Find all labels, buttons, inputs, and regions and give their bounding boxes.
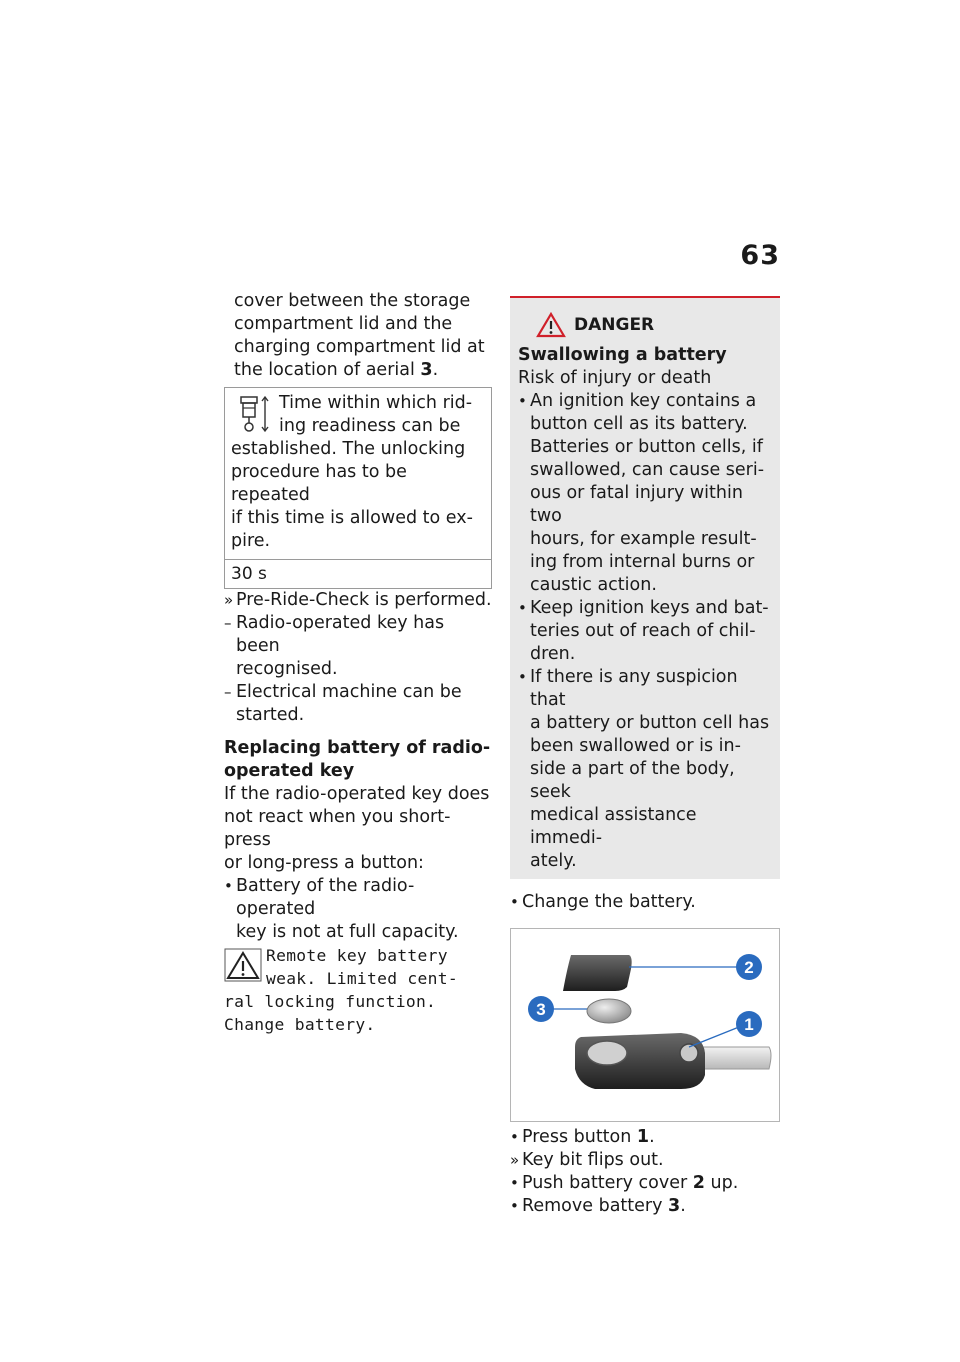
step-ref: 3	[668, 1196, 681, 1216]
result-text: Pre-Ride-Check is performed.	[236, 590, 492, 610]
callout-line-1	[689, 1027, 739, 1047]
callout-1-label: 1	[744, 1015, 754, 1034]
danger-line: hours, for example result-	[530, 529, 757, 549]
step-ref: 1	[636, 1127, 650, 1147]
bullet-line: key is not at full capacity.	[236, 922, 459, 942]
step-marker: »	[510, 1151, 520, 1169]
danger-line: Keep ignition keys and bat-	[530, 598, 769, 618]
intro-end: .	[432, 360, 439, 380]
steps-list	[510, 1126, 780, 1218]
info-line: established. The unlocking	[231, 439, 466, 459]
dash-line: Radio-operated key has been	[236, 613, 445, 656]
danger-line: ately.	[530, 851, 577, 871]
danger-line: button cell as its battery.	[530, 414, 748, 434]
step-label: Remove battery	[522, 1196, 669, 1216]
intro-line: charging compartment lid at	[234, 337, 485, 357]
step-item	[510, 1149, 780, 1172]
danger-bullet	[518, 597, 772, 666]
step-text	[522, 1149, 780, 1172]
info-box	[224, 387, 492, 589]
section-heading	[224, 737, 492, 783]
info-line: if this time is allowed to ex-	[231, 508, 473, 528]
dash-text	[236, 612, 492, 681]
key-battery-illustration	[511, 929, 779, 1121]
danger-line: side a part of the body, seek	[530, 759, 735, 802]
step-ref: 2	[692, 1173, 705, 1193]
info-line: procedure has to be repeated	[231, 462, 407, 505]
warning-triangle-icon	[224, 948, 262, 982]
danger-bullet-text	[530, 597, 772, 666]
step-label: Push battery cover	[522, 1173, 693, 1193]
timer-icon	[235, 394, 273, 436]
step-text	[522, 1195, 780, 1218]
danger-bullet	[518, 390, 772, 597]
step-label: Press button	[522, 1127, 637, 1147]
dash-marker: –	[224, 683, 232, 701]
battery-recess	[587, 1041, 627, 1065]
callout-3-label: 3	[536, 1000, 546, 1019]
danger-line: teries out of reach of chil-	[530, 621, 756, 641]
key-battery-figure	[510, 928, 780, 1122]
dash-text	[236, 681, 492, 727]
intro-line: compartment lid and the	[234, 314, 453, 334]
step-text	[522, 1126, 780, 1149]
info-line: ing readiness can be	[279, 416, 461, 436]
battery-cover	[563, 955, 632, 991]
body-paragraph	[224, 783, 492, 875]
step-label: Key bit flips out.	[522, 1150, 664, 1170]
danger-line: dren.	[530, 644, 576, 664]
bullet-marker: •	[510, 893, 519, 911]
info-line: Time within which rid-	[279, 393, 473, 413]
step-end: .	[649, 1127, 655, 1147]
info-value: 30 s	[231, 564, 267, 584]
body-line: not react when you short-press	[224, 807, 451, 850]
step-end: up.	[704, 1173, 739, 1193]
step-marker: •	[510, 1174, 519, 1192]
callout-2-label: 2	[744, 958, 754, 977]
intro-line	[234, 359, 492, 382]
right-column	[510, 296, 780, 1218]
danger-line: Batteries or button cells, if	[530, 437, 763, 457]
dash-marker: –	[224, 614, 232, 632]
heading-line: operated key	[224, 761, 355, 781]
danger-header	[518, 312, 772, 338]
bullet-marker: •	[518, 668, 527, 686]
danger-line: been swallowed or is in-	[530, 736, 741, 756]
body-line: If the radio-operated key does	[224, 784, 490, 804]
danger-box	[510, 296, 780, 879]
danger-bullet	[518, 666, 772, 873]
danger-line: ing from internal burns or	[530, 552, 755, 572]
step-item	[510, 1172, 780, 1195]
dash-line: Electrical machine can be	[236, 682, 462, 702]
step-item	[510, 1195, 780, 1218]
warning-message	[224, 944, 492, 1036]
bullet-text	[236, 875, 492, 944]
danger-triangle-icon	[536, 312, 566, 338]
change-battery-item	[510, 891, 780, 914]
aerial-ref: 3	[420, 360, 433, 380]
info-line: pire.	[231, 531, 271, 551]
intro-paragraph	[224, 290, 492, 382]
danger-subtitle: Swallowing a battery	[518, 345, 727, 365]
dash-item	[224, 612, 492, 681]
left-column	[224, 290, 492, 1036]
bullet-marker: •	[224, 877, 233, 895]
change-battery-text: Change the battery.	[522, 892, 696, 912]
danger-line: If there is any suspicion that	[530, 667, 738, 710]
bullet-item	[224, 875, 492, 944]
button-cell	[587, 999, 631, 1023]
step-end: .	[680, 1196, 686, 1216]
warning-line: weak. Limited cent-	[266, 969, 458, 988]
intro-line: cover between the storage	[234, 291, 471, 311]
danger-risk: Risk of injury or death	[518, 368, 712, 388]
dash-line: started.	[236, 705, 305, 725]
bullet-marker: •	[518, 599, 527, 617]
warning-line: ral locking function.	[224, 992, 437, 1011]
danger-line: ous or fatal injury within two	[530, 483, 743, 526]
intro-line-text: the location of aerial	[234, 360, 421, 380]
step-marker: •	[510, 1128, 519, 1146]
result-item	[224, 589, 492, 612]
bullet-line: Battery of the radio-operated	[236, 876, 415, 919]
warning-line: Change battery.	[224, 1015, 376, 1034]
step-marker: •	[510, 1197, 519, 1215]
step-item	[510, 1126, 780, 1149]
result-marker: »	[224, 591, 234, 609]
page-number: 63	[740, 240, 780, 271]
body-line: or long-press a button:	[224, 853, 424, 873]
danger-line: caustic action.	[530, 575, 657, 595]
danger-line: a battery or button cell has	[530, 713, 770, 733]
danger-bullet-text	[530, 666, 772, 873]
bullet-marker: •	[518, 392, 527, 410]
step-text	[522, 1172, 780, 1195]
danger-line: swallowed, can cause seri-	[530, 460, 765, 480]
dash-item	[224, 681, 492, 727]
warning-line: Remote key battery	[266, 946, 448, 965]
info-box-text	[225, 388, 491, 560]
danger-title: DANGER	[574, 314, 655, 335]
danger-bullet-text	[530, 390, 772, 597]
danger-line: An ignition key contains a	[530, 391, 757, 411]
heading-line: Replacing battery of radio-	[224, 738, 491, 758]
danger-line: medical assistance immedi-	[530, 805, 697, 848]
dash-line: recognised.	[236, 659, 338, 679]
